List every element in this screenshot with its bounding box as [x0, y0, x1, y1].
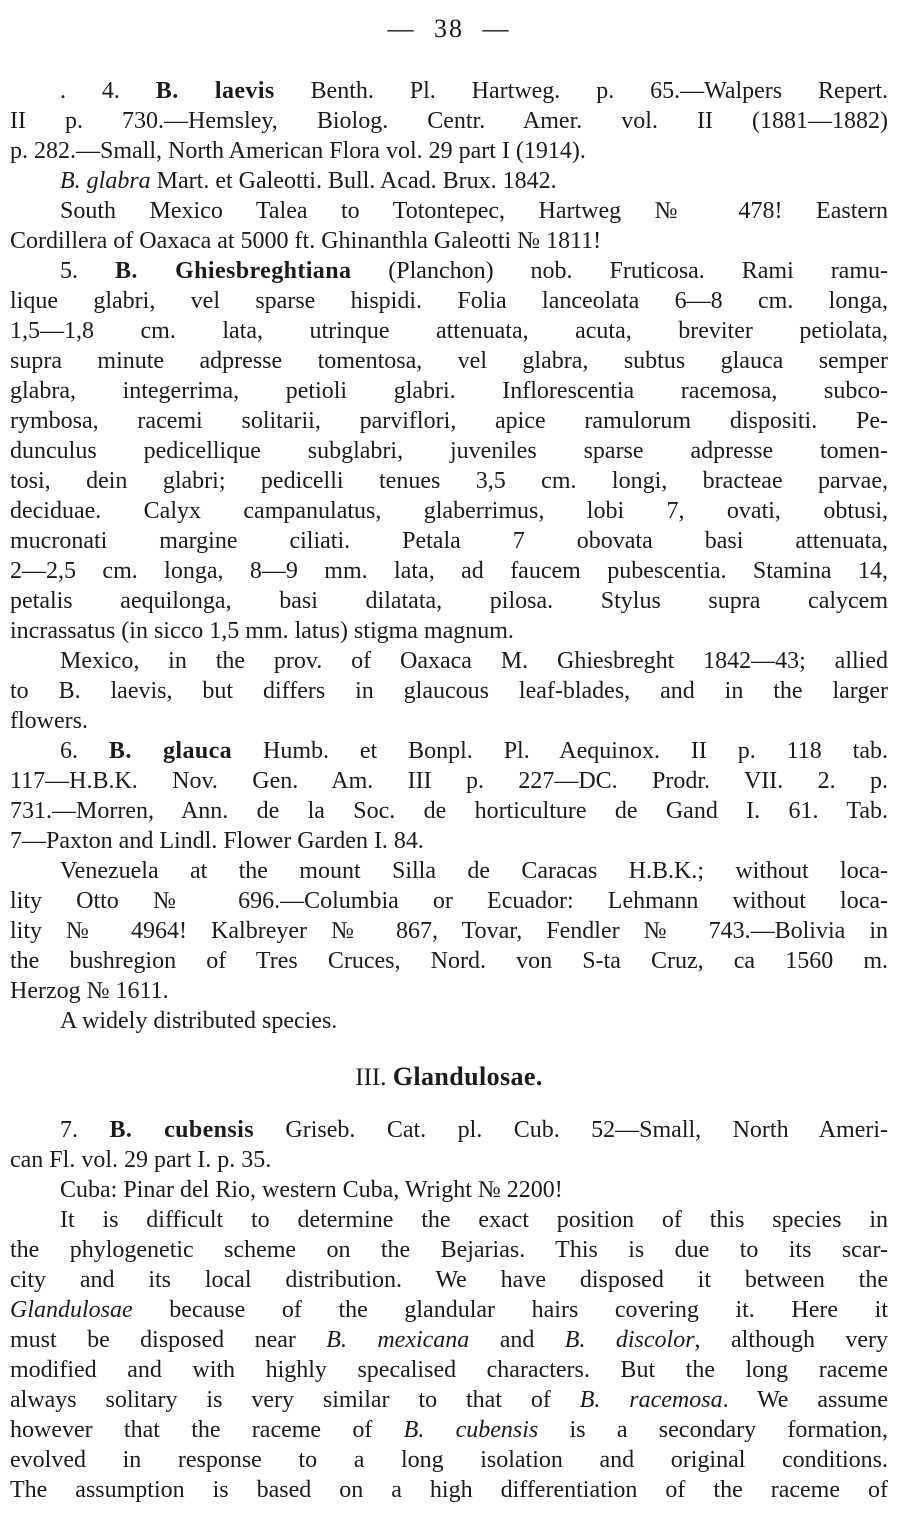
- text-run: however that the raceme of: [10, 1417, 404, 1443]
- text-line: [10, 1295, 888, 1325]
- text-run: to B. laevis, but differs in glaucous leaf-blades, and in the larger: [10, 678, 888, 704]
- text-run: . 4.: [60, 78, 156, 104]
- text-run: rymbosa, racemi solitarii, parviflori, apice ramulorum dispositi. Pe-: [10, 408, 888, 434]
- text-line: [10, 1006, 888, 1036]
- text-run: Mexico, in the prov. of Oaxaca M. Ghiesbreght 1842—43; allied: [60, 648, 888, 674]
- italic-text: Glandulosae: [10, 1297, 133, 1323]
- text-run: II p. 730.—Hemsley, Biolog. Centr. Amer. vol. II (1881—1882): [10, 108, 888, 134]
- text-run: glabra, integerrima, petioli glabri. Inflorescentia racemosa, subco-: [10, 378, 888, 404]
- text-line: [10, 676, 888, 706]
- text-run: 1,5—1,8 cm. lata, utrinque attenuata, acuta, breviter petiolata,: [10, 318, 888, 344]
- text-run: Venezuela at the mount Silla de Caracas H.B.K.; without loca-: [60, 858, 888, 884]
- text-line: [10, 886, 888, 916]
- text-run: It is difficult to determine the exact position of this species in: [60, 1207, 888, 1233]
- text-line: [10, 106, 888, 136]
- text-run: lique glabri, vel sparse hispidi. Folia lanceolata 6—8 cm. longa,: [10, 288, 888, 314]
- text-run: 7—Paxton and Lindl. Flower Garden I. 84.: [10, 828, 424, 854]
- text-run: supra minute adpresse tomentosa, vel glabra, subtus glauca semper: [10, 348, 888, 374]
- text-line: [10, 286, 888, 316]
- text-line: [10, 1325, 888, 1355]
- text-line: [10, 796, 888, 826]
- paragraph: [10, 856, 888, 1006]
- text-run: p. 282.—Small, North American Flora vol. 29 part I (1914).: [10, 138, 586, 164]
- text-run: Benth. Pl. Hartweg. p. 65.—Walpers Repert.: [274, 78, 888, 104]
- text-line: [10, 1145, 888, 1175]
- text-line: [10, 1115, 888, 1145]
- paragraph: [10, 1115, 888, 1175]
- paragraph: [10, 196, 888, 256]
- text-line: [10, 346, 888, 376]
- text-line: [10, 976, 888, 1006]
- text-run: dunculus pedicellique subglabri, juveniles sparse adpresse tomen-: [10, 438, 888, 464]
- text-run: South Mexico Talea to Totontepec, Hartweg № 478! Eastern: [60, 198, 888, 224]
- text-line: [10, 586, 888, 616]
- text-run: always solitary is very similar to that of: [10, 1387, 580, 1413]
- text-run: . We assume: [722, 1387, 888, 1413]
- text-line: [10, 1385, 888, 1415]
- text-line: [10, 496, 888, 526]
- text-run: and: [469, 1327, 565, 1353]
- text-run: mucronati margine ciliati. Petala 7 obovata basi attenuata,: [10, 528, 888, 554]
- text-line: [10, 646, 888, 676]
- italic-text: B. racemosa: [579, 1387, 723, 1413]
- text-line: [10, 556, 888, 586]
- text-line: [10, 1475, 888, 1505]
- text-run: 731.—Morren, Ann. de la Soc. de horticulture de Gand I. 61. Tab.: [10, 798, 888, 824]
- text-run: 5.: [60, 258, 115, 284]
- text-run: The assumption is based on a high differentiation of the raceme of: [10, 1477, 888, 1503]
- text-run: tosi, dein glabri; pedicelli tenues 3,5 cm. longi, bracteae parvae,: [10, 468, 888, 494]
- text-line: [10, 1355, 888, 1385]
- paragraph: [10, 76, 888, 166]
- text-run: 7.: [60, 1117, 110, 1143]
- text-run: the phylogenetic scheme on the Bejarias. This is due to its scar-: [10, 1237, 888, 1263]
- text-run: city and its local distribution. We have disposed it between the: [10, 1267, 888, 1293]
- text-line: [10, 526, 888, 556]
- text-line: [10, 736, 888, 766]
- text-line: [10, 766, 888, 796]
- text-run: incrassatus (in sicco 1,5 mm. latus) stigma magnum.: [10, 618, 514, 644]
- text-line: [10, 226, 888, 256]
- text-line: [10, 316, 888, 346]
- text-line: [10, 946, 888, 976]
- text-run: evolved in response to a long isolation and original conditions.: [10, 1447, 888, 1473]
- text-line: [10, 1415, 888, 1445]
- text-line: [10, 406, 888, 436]
- text-run: A widely distributed species.: [60, 1008, 338, 1034]
- text-run: modified and with highly specalised characters. But the long raceme: [10, 1357, 888, 1383]
- text-run: 117—H.B.K. Nov. Gen. Am. III p. 227—DC. Prodr. VII. 2. p.: [10, 768, 888, 794]
- text-line: [10, 856, 888, 886]
- text-run: deciduae. Calyx campanulatus, glaberrimus, lobi 7, ovati, obtusi,: [10, 498, 888, 524]
- text-line: [10, 166, 888, 196]
- text-run: is a secondary formation,: [538, 1417, 888, 1443]
- text-run: (Planchon) nob. Fruticosa. Rami ramu-: [351, 258, 888, 284]
- text-run: must be disposed near: [10, 1327, 327, 1353]
- text-run: III.: [355, 1064, 393, 1091]
- text-line: [10, 706, 888, 736]
- text-run: lity № 4964! Kalbreyer № 867, Tovar, Fendler № 743.—Bolivia in: [10, 918, 888, 944]
- paragraph: [10, 1006, 888, 1036]
- text-run: Herzog № 1611.: [10, 978, 169, 1004]
- text-line: [10, 1265, 888, 1295]
- section-heading: [10, 1062, 888, 1093]
- italic-text: B. cubensis: [403, 1417, 539, 1443]
- text-run: flowers.: [10, 708, 88, 734]
- text-line: [10, 76, 888, 106]
- italic-text: B. mexicana: [326, 1327, 470, 1353]
- text-line: [10, 1205, 888, 1235]
- text-run: lity Otto № 696.—Columbia or Ecuador: Lehmann without loca-: [10, 888, 888, 914]
- text-run: 2—2,5 cm. longa, 8—9 mm. lata, ad faucem pubescentia. Stamina 14,: [10, 558, 888, 584]
- text-run: because of the glandular hairs covering it. Here it: [132, 1297, 888, 1323]
- paragraph: [10, 166, 888, 196]
- text-line: [10, 466, 888, 496]
- text-run: Humb. et Bonpl. Pl. Aequinox. II p. 118 tab.: [232, 738, 888, 764]
- italic-text: B. glabra: [60, 168, 151, 194]
- text-line: [10, 376, 888, 406]
- text-run: can Fl. vol. 29 part I. p. 35.: [10, 1147, 272, 1173]
- text-run: , although very: [694, 1327, 888, 1353]
- italic-text: B. discolor: [564, 1327, 695, 1353]
- text-line: [10, 136, 888, 166]
- text-line: [10, 256, 888, 286]
- text-line: [10, 196, 888, 226]
- bold-text: B. Ghiesbreghtiana: [114, 258, 352, 284]
- text-run: Mart. et Galeotti. Bull. Acad. Brux. 1842.: [150, 168, 557, 194]
- bold-text: B. glauca: [108, 738, 233, 764]
- text-run: the bushregion of Tres Cruces, Nord. von S-ta Cruz, ca 1560 m.: [10, 948, 888, 974]
- text-line: [10, 916, 888, 946]
- paragraph: [10, 736, 888, 856]
- text-run: 6.: [60, 738, 109, 764]
- document-body: [10, 76, 888, 1505]
- text-line: [10, 826, 888, 856]
- text-line: [10, 1235, 888, 1265]
- bold-text: B. cubensis: [109, 1117, 254, 1143]
- paragraph: [10, 1205, 888, 1505]
- paragraph: [10, 256, 888, 646]
- bold-text: B. laevis: [155, 78, 275, 104]
- text-run: petalis aequilonga, basi dilatata, pilosa. Stylus supra calycem: [10, 588, 888, 614]
- text-line: [10, 1175, 888, 1205]
- text-run: Cordillera of Oaxaca at 5000 ft. Ghinanthla Galeotti № 1811!: [10, 228, 602, 254]
- paragraph: [10, 646, 888, 736]
- page-number: — 38 —: [387, 14, 511, 43]
- text-line: [10, 616, 888, 646]
- bold-text: Glandulosae.: [392, 1062, 543, 1091]
- text-run: Griseb. Cat. pl. Cub. 52—Small, North Ameri-: [253, 1117, 888, 1143]
- paragraph: [10, 1175, 888, 1205]
- text-line: [10, 1445, 888, 1475]
- text-line: [10, 436, 888, 466]
- text-run: Cuba: Pinar del Rio, western Cuba, Wright № 2200!: [60, 1177, 563, 1203]
